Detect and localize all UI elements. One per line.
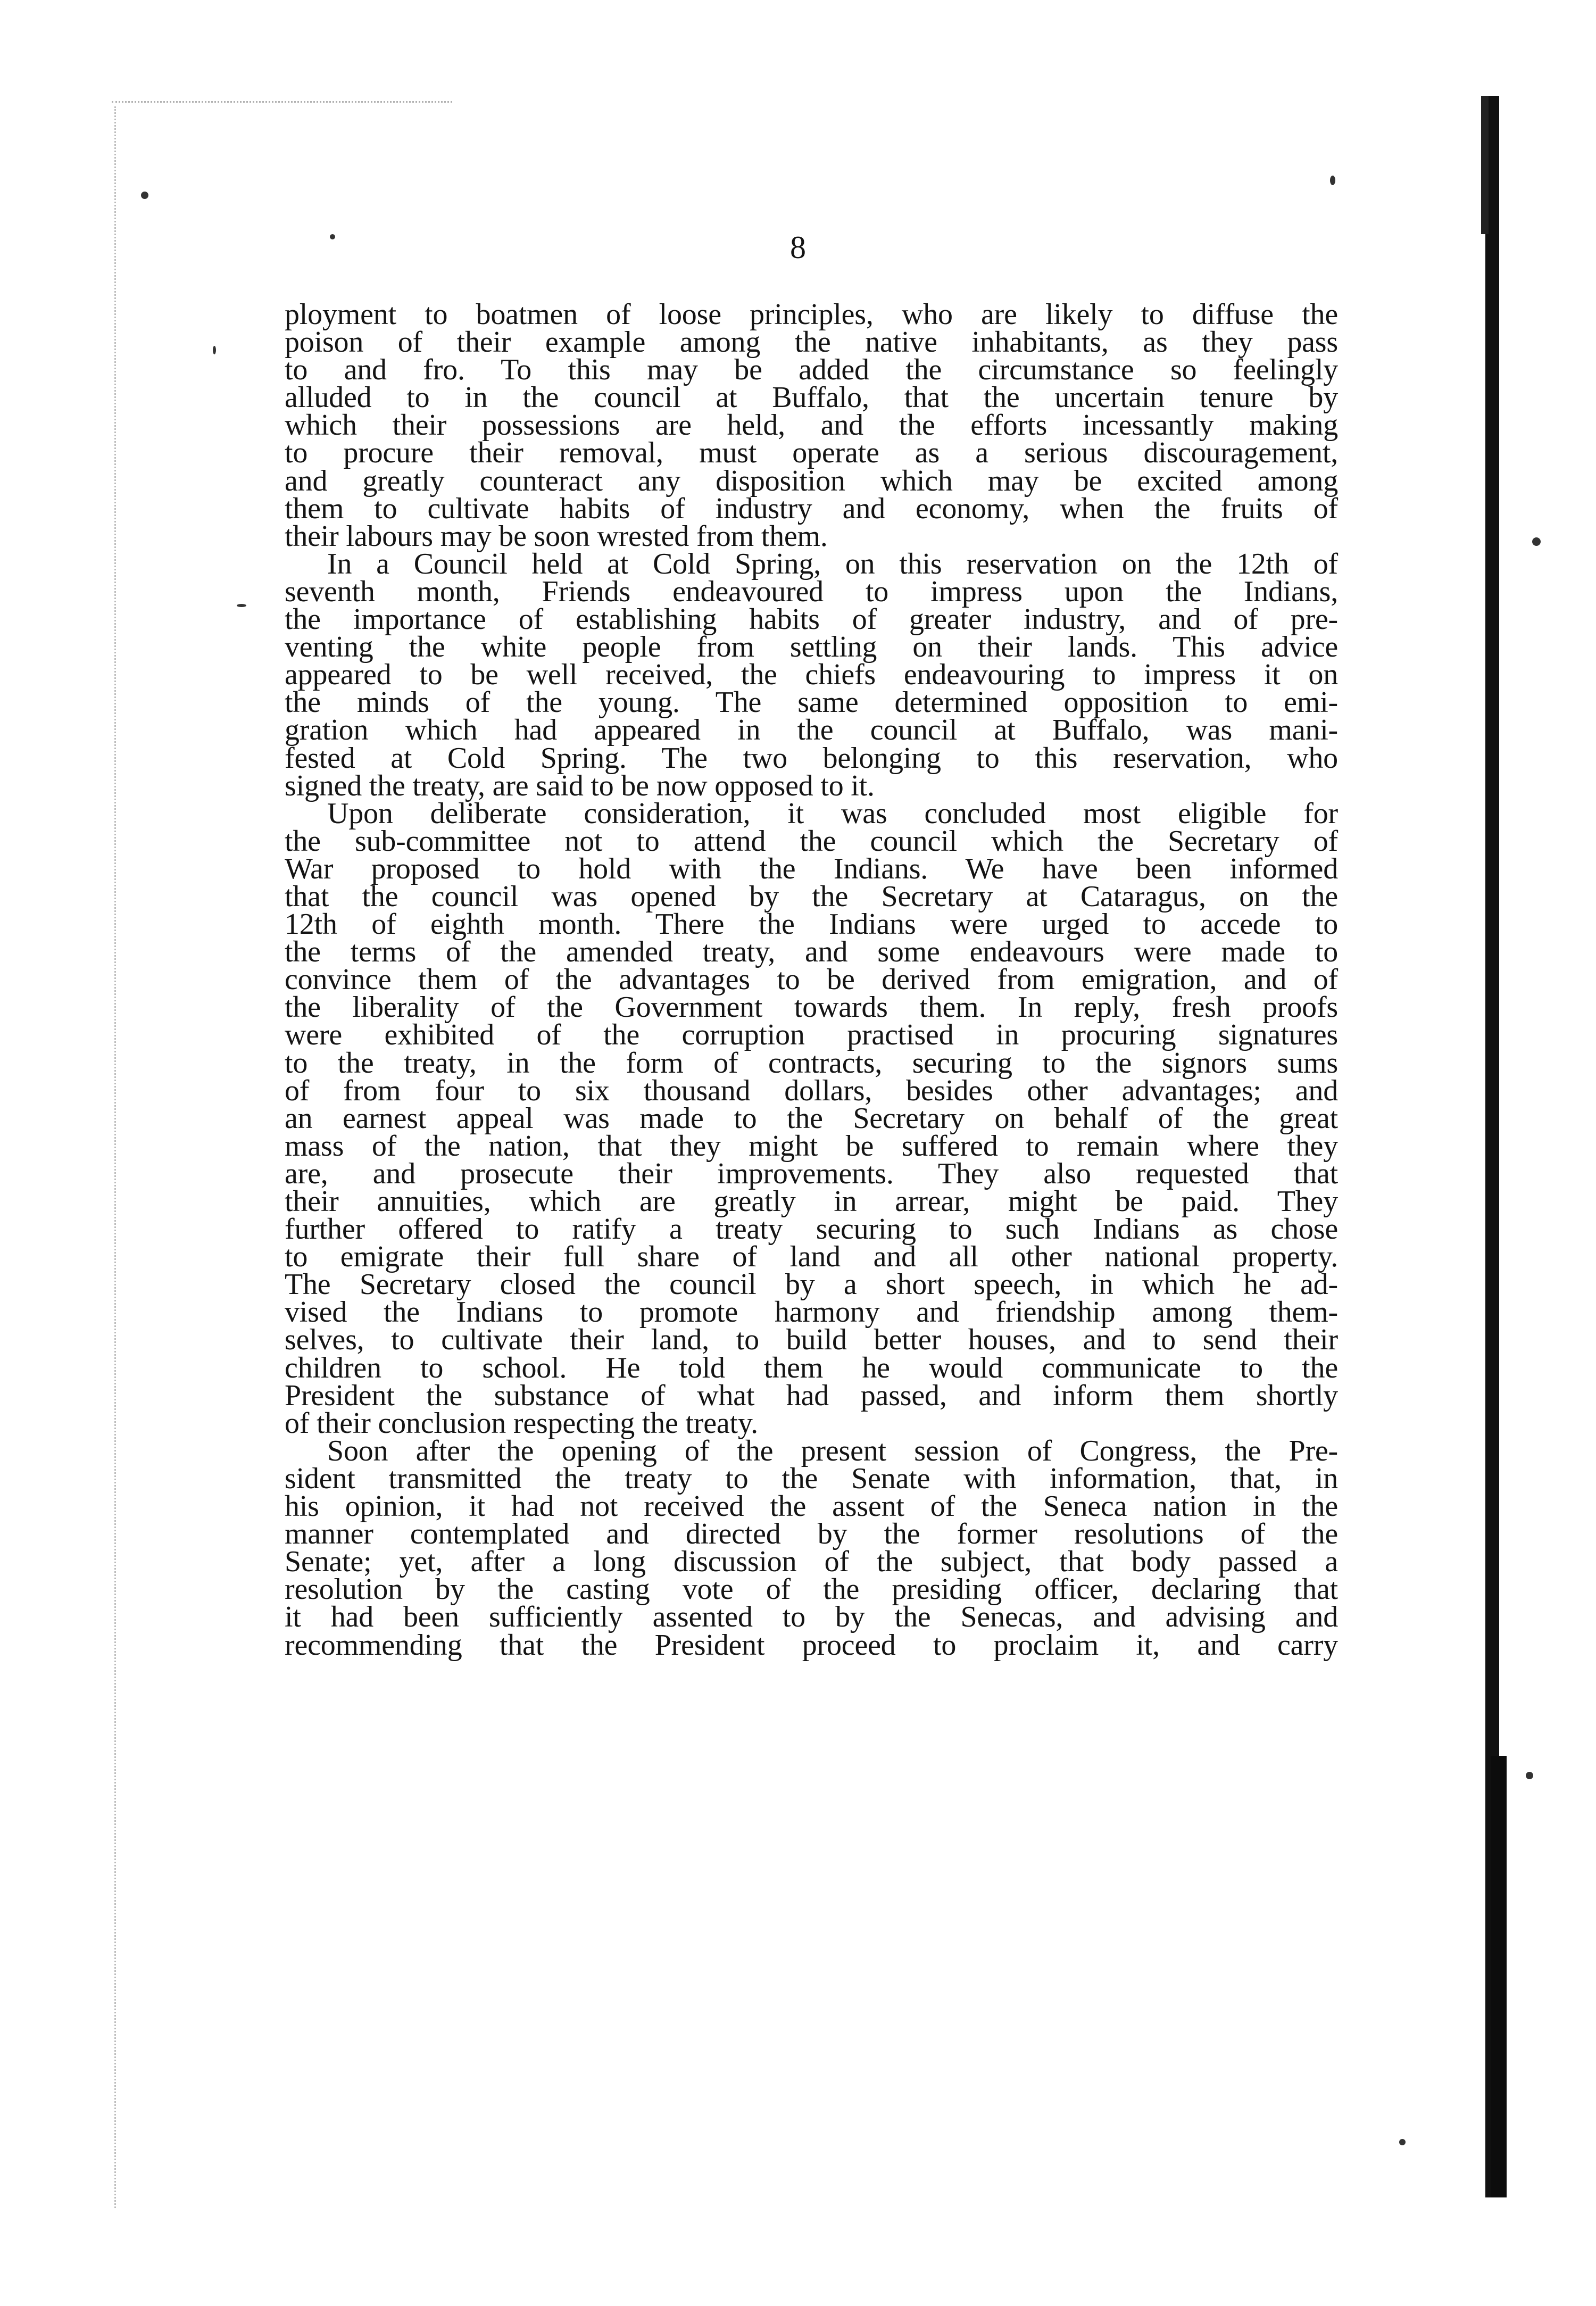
page-number: 8 [790, 230, 806, 265]
scan-speck [1330, 176, 1335, 185]
text-line: the sub-committee not to attend the council which the Secretary of [285, 824, 1338, 858]
text-line: resolution by the casting vote of the presiding officer, declaring that [285, 1573, 1338, 1606]
text-line: mass of the nation, that they might be suffered to remain where they [285, 1129, 1338, 1163]
text-line: his opinion, it had not received the assent of the Seneca nation in the [285, 1490, 1338, 1523]
text-line: recommending that the President proceed to proclaim it, and carry [285, 1628, 1338, 1662]
text-line: to procure their removal, must operate as a serious discouragement, [285, 436, 1338, 470]
scan-binding-shadow-bottom [1491, 1756, 1507, 2197]
text-line: further offered to ratify a treaty securing to such Indians as chose [285, 1213, 1338, 1246]
text-line: are, and prosecute their improvements. They also requested that [285, 1157, 1338, 1190]
text-line: convince them of the advantages to be derived from emigration, and of [285, 963, 1338, 997]
body-text [285, 298, 1338, 1662]
scan-speck [237, 604, 246, 607]
text-line: sident transmitted the treaty to the Senate with information, that, in [285, 1462, 1338, 1495]
text-line: the importance of establishing habits of greater industry, and of pre- [285, 603, 1338, 636]
text-line: seventh month, Friends endeavoured to impress upon the Indians, [285, 575, 1338, 608]
text-line: Soon after the opening of the present session of Congress, the Pre- [327, 1434, 1338, 1467]
text-line: to emigrate their full share of land and all other national property. [285, 1240, 1338, 1274]
text-line: it had been sufficiently assented to by the Senecas, and advising and [285, 1600, 1338, 1634]
text-line: them to cultivate habits of industry and economy, when the fruits of [285, 492, 1338, 525]
text-line: that the council was opened by the Secretary at Cataragus, on the [285, 880, 1338, 913]
text-line: poison of their example among the native inhabitants, as they pass [285, 326, 1338, 359]
text-line: signed the treaty, are said to be now opposed to it. [285, 769, 875, 802]
text-line: vised the Indians to promote harmony and friendship among them- [285, 1296, 1338, 1329]
text-line: alluded to in the council at Buffalo, that the uncertain tenure by [285, 381, 1338, 414]
text-line: to the treaty, in the form of contracts, securing to the signors sums [285, 1046, 1338, 1080]
text-line: ployment to boatmen of loose principles, who are likely to diffuse the [285, 298, 1338, 331]
text-line: the minds of the young. The same determined opposition to emi- [285, 686, 1338, 719]
text-line: the liberality of the Government towards them. In reply, fresh proofs [285, 991, 1338, 1024]
scan-speck [141, 192, 148, 199]
text-line: of their conclusion respecting the treaty. [285, 1406, 758, 1440]
text-line: selves, to cultivate their land, to build better houses, and to send their [285, 1323, 1338, 1357]
text-line: The Secretary closed the council by a short speech, in which he ad- [285, 1268, 1338, 1301]
text-line: to and fro. To this may be added the circumstance so feelingly [285, 353, 1338, 387]
text-line: the terms of the amended treaty, and some endeavours were made to [285, 935, 1338, 969]
text-line: and greatly counteract any disposition which may be excited among [285, 464, 1338, 497]
text-line: an earnest appeal was made to the Secretary on behalf of the great [285, 1101, 1338, 1135]
text-line: of from four to six thousand dollars, besides other advantages; and [285, 1074, 1338, 1107]
text-line: 12th of eighth month. There the Indians were urged to accede to [285, 908, 1338, 941]
text-line: War proposed to hold with the Indians. We have been informed [285, 852, 1338, 885]
scan-binding-shadow-top [1481, 96, 1489, 234]
scan-speck [1526, 1772, 1533, 1779]
text-line: children to school. He told them he would communicate to the [285, 1351, 1338, 1384]
text-line: Senate; yet, after a long discussion of the subject, that body passed a [285, 1545, 1338, 1579]
text-line: venting the white people from settling on their lands. This advice [285, 631, 1338, 664]
text-line: fested at Cold Spring. The two belonging to this reservation, who [285, 741, 1338, 775]
scan-left-edge [114, 106, 118, 2208]
text-line: which their possessions are held, and the efforts incessantly making [285, 409, 1338, 442]
scan-top-edge [112, 101, 452, 104]
text-line: manner contemplated and directed by the former resolutions of the [285, 1517, 1338, 1551]
text-line: Upon deliberate consideration, it was concluded most eligible for [327, 797, 1338, 830]
scan-speck [330, 234, 335, 239]
text-line: were exhibited of the corruption practised in procuring signatures [285, 1018, 1338, 1052]
text-line: In a Council held at Cold Spring, on this reservation on the 12th of [327, 547, 1338, 580]
scan-speck [213, 346, 216, 354]
scan-speck [1532, 537, 1541, 546]
text-line: their labours may be soon wrested from them. [285, 519, 828, 553]
text-line: their annuities, which are greatly in arrear, might be paid. They [285, 1185, 1338, 1218]
text-line: gration which had appeared in the council at Buffalo, was mani- [285, 714, 1338, 747]
text-line: appeared to be well received, the chiefs endeavouring to impress it on [285, 658, 1338, 692]
scan-speck [1399, 2139, 1406, 2145]
text-line: President the substance of what had passed, and inform them shortly [285, 1379, 1338, 1412]
